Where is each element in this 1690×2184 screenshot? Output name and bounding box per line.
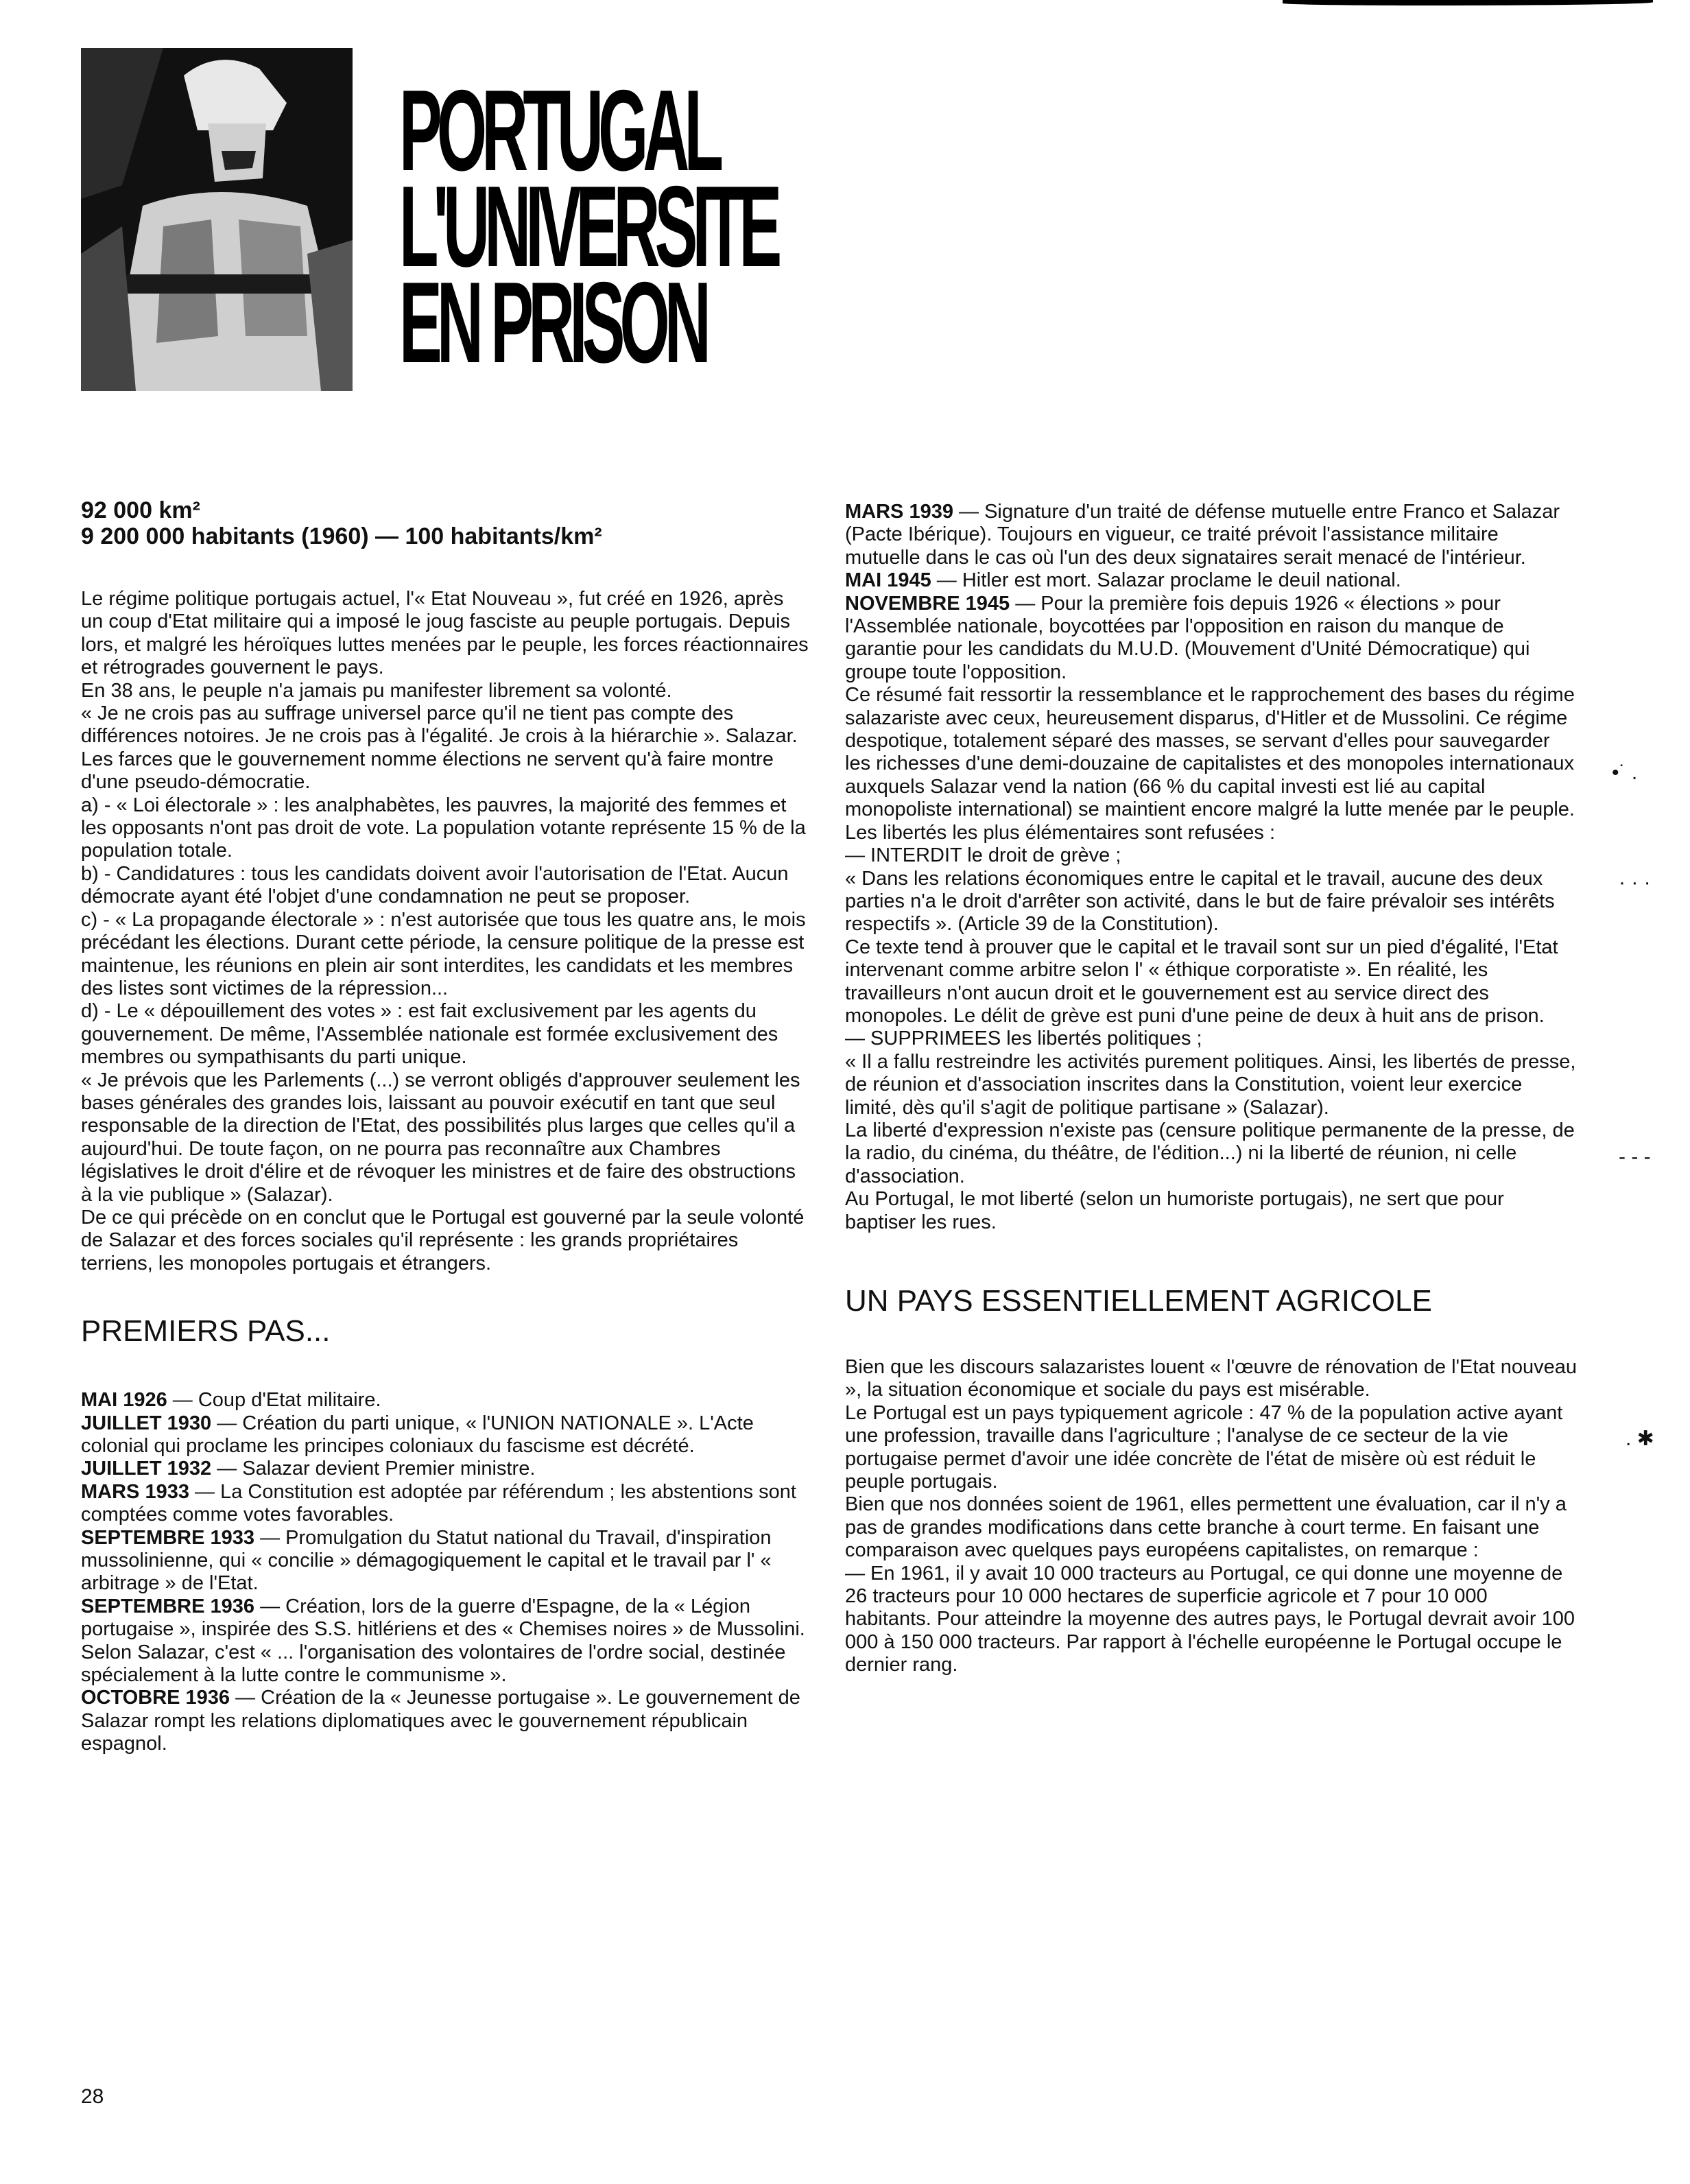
- country-stats: [81, 497, 809, 549]
- electoral-law-item: a) - « Loi électorale » : les analphabètes, les pauvres, la majorité des femmes et les opposants n'ont pas droit de vote. La population votante représente 15 % de la population totale.: [81, 794, 806, 862]
- timeline-date: SEPTEMBRE 1933: [81, 1526, 255, 1549]
- headline-line-1: PORTUGAL: [399, 66, 719, 195]
- right-paragraph: Les libertés les plus élémentaires sont refusées :: [845, 821, 1276, 844]
- vote-count-item: d) - Le « dépouillement des votes » : est fait exclusivement par les agents du gouvernement. De même, l'Assemblée nationale est formée exclusivement des membres ou sympathisants du parti unique.: [81, 1000, 778, 1069]
- soldier-photo-image: [81, 48, 353, 391]
- right-paragraph: La liberté d'expression n'existe pas (censure politique permanente de la presse, de la radio, du cinéma, du théâtre, de l'édition...) ni la liberté de réunion, ni celle d'association.: [845, 1119, 1575, 1187]
- propaganda-item: c) - « La propagande électorale » : n'est autorisée que tous les quatre ans, le mois précédant les élections. Durant cette période, la censure politique de la presse est maintenue, les réunions en plein air sont interdites, les candidats et les membres des listes sont victimes de la répression...: [81, 908, 806, 999]
- timeline-entry: [81, 1412, 809, 1458]
- timeline-date: OCTOBRE 1936: [81, 1687, 230, 1709]
- salazar-quote: « Je ne crois pas au suffrage universel parce qu'il ne tient pas compte des différences notoires. Je ne crois pas à l'égalité. Je crois à la hiérarchie ». Salazar.: [81, 702, 798, 748]
- headline-line-2: L'UNIVERSITE: [399, 162, 777, 291]
- timeline-entry: [81, 1458, 809, 1480]
- page-number: 28: [81, 2085, 104, 2108]
- area-stat: 92 000 km²: [81, 497, 200, 523]
- timeline-entry: [81, 1687, 809, 1755]
- timeline-text: — Signature d'un traité de défense mutuelle entre Franco et Salazar (Pacte Ibérique). Toujours en vigueur, ce traité prévoit l'assistance militaire mutuelle dans le cas où l'un des deux signataires serait menacé de l'intérieur.: [845, 501, 1560, 569]
- constitution-quote: « Dans les relations économiques entre le capital et le travail, aucune des deux parties n'a le droit d'arrêter son activité, dans le but de faire prévaloir ses intérêts respectifs ». (Article 39 de la Constitution).: [845, 867, 1555, 936]
- timeline-entry: [845, 569, 1579, 592]
- timeline-date: NOVEMBRE 1945: [845, 592, 1010, 615]
- headline: [399, 66, 777, 387]
- left-paragraph: En 38 ans, le peuple n'a jamais pu manifester librement sa volonté.: [81, 679, 672, 702]
- timeline-entry: [81, 1527, 809, 1595]
- timeline-date: JUILLET 1932: [81, 1458, 212, 1480]
- section-title-agricole: UN PAYS ESSENTIELLEMENT AGRICOLE: [845, 1284, 1432, 1318]
- timeline-text: — Pour la première fois depuis 1926 « élections » pour l'Assemblée nationale, boycottées par l'opposition en raison du manque de garantie pour les candidats du M.U.D. (Mouvement d'Unité Démocratique) qui groupe toute l'opposition.: [845, 592, 1530, 683]
- timeline-date: MARS 1939: [845, 501, 953, 523]
- parliament-quote: « Je prévois que les Parlements (...) se verront obligés d'approuver seulement les bases générales des grandes lois, laissant au pouvoir exécutif en tant que seul responsable de la direction de l'Etat, des possibilités plus larges que celles qu'il a aujourd'hui. De toute façon, on ne pourra pas reconnaître aux Chambres législatives le droit d'élire et de révoquer les ministres et de faire des obstructions à la vie publique » (Salazar).: [81, 1069, 800, 1206]
- agri-paragraph: Bien que les discours salazaristes louent « l'œuvre de rénovation de l'Etat nouveau », la situation économique et sociale du pays est misérable.: [845, 1356, 1577, 1401]
- top-edge-mark: [1283, 0, 1653, 5]
- timeline-entry: [845, 501, 1579, 569]
- left-conclusion: De ce qui précède on en conclut que le Portugal est gouverné par la seule volonté de Salazar et des forces sociales qu'il représente : les grands propriétaires terriens, les monopoles portugais et étrangers.: [81, 1206, 805, 1274]
- timeline-entry: [845, 593, 1579, 685]
- salazar-quote: « Il a fallu restreindre les activités purement politiques. Ainsi, les libertés de presse, de réunion et d'association inscrites dans la Constitution, voient leur exercice limité, dès qu'il s'agit de politique partisane » (Salazar).: [845, 1050, 1576, 1119]
- speck: •˙ .: [1612, 761, 1638, 784]
- summary-paragraph: Ce résumé fait ressortir la ressemblance et le rapprochement des bases du régime salazariste avec ceux, heureusement disparus, d'Hitler et de Mussolini. Ce régime despotique, totalement séparé des masses, se servant d'elles pour sauvegarder les richesses d'une demi-douzaine de capitalistes et des monopoles internationaux auxquels Salazar vend la nation (66 % du capital investi est lié au capital monopoliste international) se maintient encore malgré la lutte menée par le peuple.: [845, 684, 1575, 821]
- timeline-date: MARS 1933: [81, 1480, 189, 1503]
- timeline-text: — Création du parti unique, « l'UNION NATIONALE ». L'Acte colonial qui proclame les principes coloniaux du fascisme est décrété.: [81, 1412, 754, 1457]
- timeline-date: JUILLET 1930: [81, 1412, 212, 1434]
- agri-paragraph: Le Portugal est un pays typiquement agricole : 47 % de la population active ayant une profession, travaille dans l'agriculture ; l'analyse de ce secteur de la vie portugaise permet d'avoir une idée concrète de l'état de misère où est réduit le peuple portugais.: [845, 1401, 1563, 1493]
- timeline-text: — Hitler est mort. Salazar proclame le deuil national.: [931, 569, 1401, 592]
- timeline-entry: [81, 1481, 809, 1527]
- strike-ban-item: — INTERDIT le droit de grève ;: [845, 844, 1121, 867]
- speck: · · ·: [1619, 871, 1651, 894]
- soldier-photo: [81, 48, 353, 391]
- speck: - - -: [1619, 1146, 1651, 1168]
- agri-paragraph: — En 1961, il y avait 10 000 tracteurs au Portugal, ce qui donne une moyenne de 26 tracteurs pour 10 000 hectares de superficie agricole et 7 pour 10 000 habitants. Pour atteindre la moyenne des autres pays, le Portugal devrait avoir 100 000 à 150 000 tracteurs. Par rapport à l'échelle européenne le Portugal occupe le dernier rang.: [845, 1562, 1575, 1676]
- timeline-text: — Création, lors de la guerre d'Espagne, de la « Légion portugaise », inspirée des S.S. hitlériens et des « Chemises noires » de Mussolini. Selon Salazar, c'est « ... l'organisation des volontaires de l'ordre social, destinée spécialement à la lutte contre le communisme ».: [81, 1595, 805, 1687]
- timeline-text: — Coup d'Etat militaire.: [167, 1389, 381, 1412]
- timeline-date: MAI 1926: [81, 1389, 167, 1412]
- margin-specks: [1605, 741, 1687, 1495]
- intro-paragraph: Le régime politique portugais actuel, l'« Etat Nouveau », fut créé en 1926, après un coup d'Etat militaire qui a imposé le joug fasciste au peuple portugais. Depuis lors, et malgré les héroïques luttes menées par le peuple, les forces réactionnaires et rétrogrades gouvernent le pays.: [81, 588, 809, 679]
- timeline-text: — Promulgation du Statut national du Travail, d'inspiration mussolinienne, qui « concilie » démagogiquement le capital et le travail par l' « arbitrage » de l'Etat.: [81, 1526, 772, 1595]
- timeline-date: MAI 1945: [845, 569, 931, 592]
- agri-paragraph: Bien que nos données soient de 1961, elles permettent une évaluation, car il n'y a pas de grandes modifications dans cette branche à court terme. En faisant une comparaison avec quelques pays européens capitalistes, on remarque :: [845, 1493, 1567, 1562]
- headline-line-3: EN PRISON: [399, 258, 706, 387]
- left-paragraph: Les farces que le gouvernement nomme élections ne servent qu'à faire montre d'une pseudo-démocratie.: [81, 748, 774, 794]
- timeline-entry: [81, 1389, 809, 1412]
- timeline-text: — La Constitution est adoptée par référendum ; les abstentions sont comptées comme votes favorables.: [81, 1480, 796, 1526]
- speck: . ✱: [1626, 1427, 1654, 1450]
- timeline-entry: [81, 1595, 809, 1687]
- political-liberties-item: — SUPPRIMEES les libertés politiques ;: [845, 1028, 1202, 1050]
- right-column: [845, 501, 1579, 1677]
- timeline-text: — Salazar devient Premier ministre.: [211, 1458, 536, 1480]
- right-paragraph: Ce texte tend à prouver que le capital et le travail sont sur un pied d'égalité, l'Etat intervenant comme arbitre selon l' « éthique corporatiste ». En réalité, les travailleurs n'ont aucun droit et le gouvernement est au service direct des monopoles. Le délit de grève est puni d'une peine de deux à huit ans de prison.: [845, 936, 1558, 1027]
- right-paragraph: Au Portugal, le mot liberté (selon un humoriste portugais), ne sert que pour baptiser les rues.: [845, 1188, 1504, 1233]
- candidatures-item: b) - Candidatures : tous les candidats doivent avoir l'autorisation de l'Etat. Aucun démocrate ayant été l'objet d'une condamnation ne peut se proposer.: [81, 862, 789, 908]
- section-title-premiers-pas: PREMIERS PAS...: [81, 1314, 331, 1349]
- population-stat: 9 200 000 habitants (1960) — 100 habitants/km²: [81, 523, 602, 549]
- timeline-date: SEPTEMBRE 1936: [81, 1595, 255, 1617]
- timeline-text: — Création de la « Jeunesse portugaise ». Le gouvernement de Salazar rompt les relations diplomatiques avec le gouvernement républicain espagnol.: [81, 1687, 800, 1755]
- left-column: [81, 497, 809, 1756]
